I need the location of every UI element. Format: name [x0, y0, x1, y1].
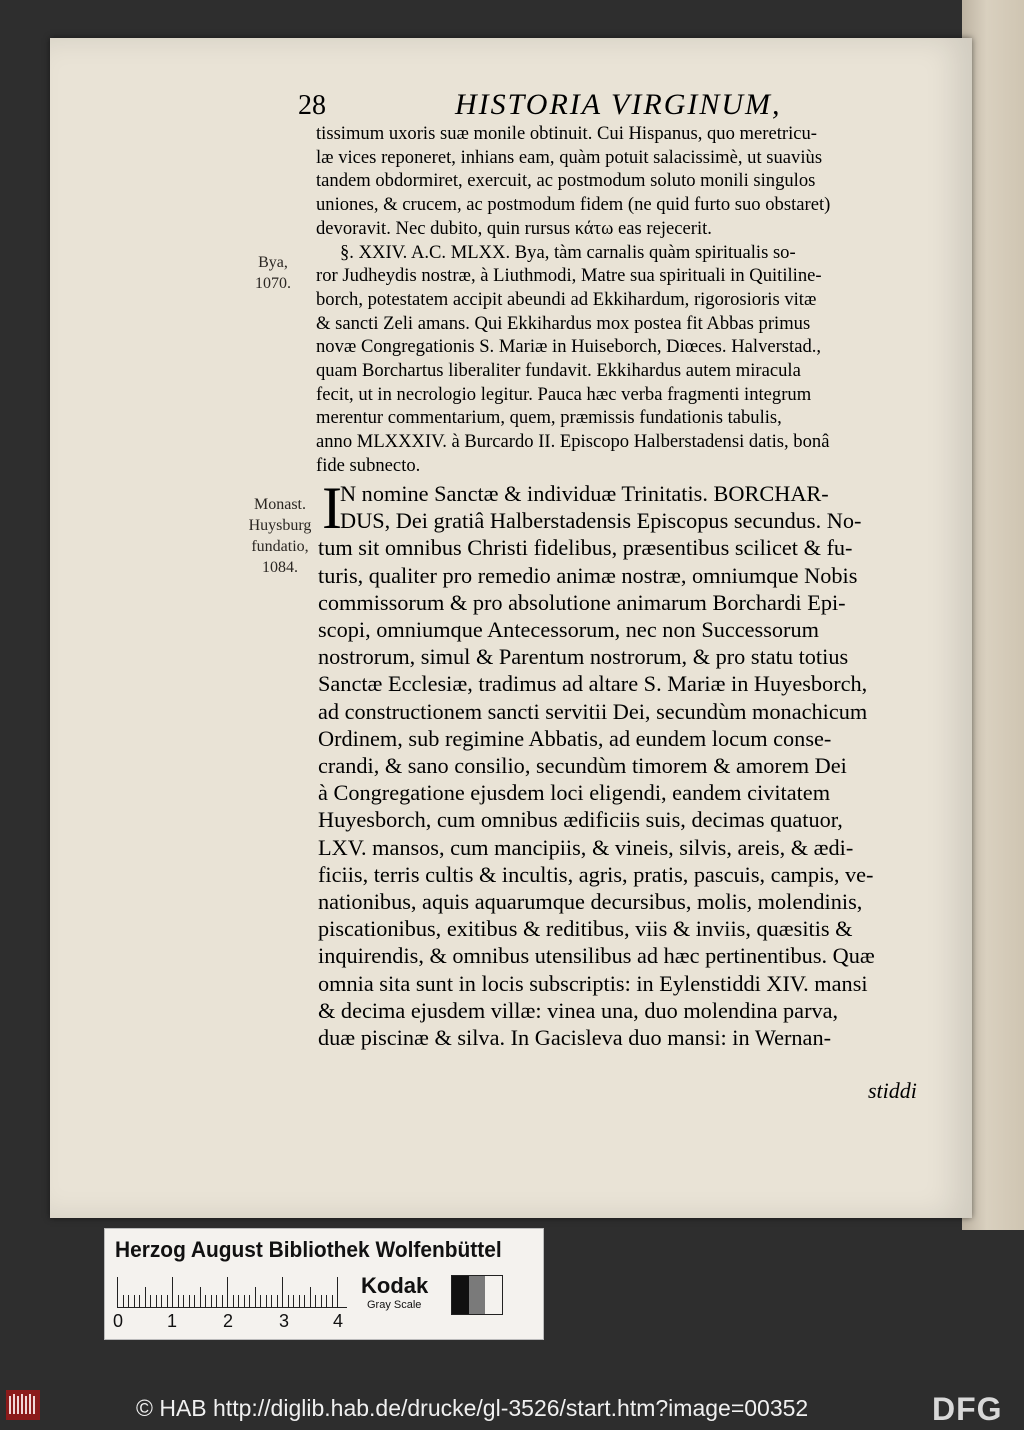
- ruler-tick: [233, 1295, 234, 1307]
- charter-line: LXV. mansos, cum mancipiis, & vineis, silvis, areis, & ædi-: [318, 834, 854, 860]
- ruler-tick: [299, 1295, 300, 1307]
- ruler-tick: [315, 1295, 316, 1307]
- paragraph-line: merentur commentarium, quem, præmissis fundationis tabulis,: [316, 407, 782, 429]
- ruler-tick: [332, 1295, 333, 1307]
- paragraph-line: fide subnecto.: [316, 454, 421, 476]
- charter-line: omnia sita sunt in locis subscriptis: in Eylenstiddi XIV. mansi: [318, 970, 868, 996]
- charter-line: inquirendis, & omnibus utensilibus ad hæc pertinentibus. Quæ: [318, 943, 875, 969]
- ruler-tick: [139, 1295, 140, 1307]
- margin-note-line: Bya,: [258, 254, 288, 271]
- ruler-tick: [337, 1277, 338, 1307]
- margin-note-bya: [244, 252, 302, 294]
- ruler-tick: [123, 1295, 124, 1307]
- ruler-tick: [271, 1295, 272, 1307]
- ruler-tick: [277, 1295, 278, 1307]
- ruler-tick: [293, 1295, 294, 1307]
- charter-line: piscationibus, exitibus & reditibus, viis & inviis, quæsitis &: [318, 916, 853, 942]
- ruler-tick: [227, 1277, 228, 1307]
- ruler-tick: [211, 1295, 212, 1307]
- ruler-tick: [249, 1295, 250, 1307]
- gray-scale-swatches: [451, 1275, 503, 1315]
- paragraph-line: devoravit. Nec dubito, quin rursus κάτω eas rejecerit.: [316, 217, 712, 239]
- ruler-tick: [161, 1295, 162, 1307]
- ruler-tick: [222, 1295, 223, 1307]
- margin-note-line: Monast.: [254, 496, 306, 513]
- charter-line: Ordinem, sub regimine Abbatis, ad eundem locum conse-: [318, 725, 832, 751]
- paragraph-line: fecit, ut in necrologio legitur. Pauca hæc verba fragmenti integrum: [316, 383, 812, 405]
- ruler-tick: [304, 1295, 305, 1307]
- ruler-tick: [145, 1287, 146, 1307]
- ruler-tick: [216, 1295, 217, 1307]
- ruler-tick: [150, 1295, 151, 1307]
- paragraph-line: §. XXIV. A.C. MLXX. Bya, tàm carnalis quàm spiritualis so-: [340, 241, 796, 263]
- dfg-logo: DFG: [932, 1391, 1003, 1427]
- charter-line: Huyesborch, cum omnibus ædificiis suis, decimas quatuor,: [318, 807, 843, 833]
- footer-copyright-link[interactable]: © HAB http://diglib.hab.de/drucke/gl-3526/start.htm?image=00352: [136, 1395, 809, 1421]
- margin-note-line: 1084.: [262, 559, 298, 576]
- paragraph-line: & sancti Zeli amans. Qui Ekkihardus mox postea fit Abbas primus: [316, 312, 811, 334]
- ruler-number: 2: [223, 1311, 234, 1331]
- charter-line: à Congregatione ejusdem loci eligendi, eandem civitatem: [318, 780, 831, 806]
- hab-logo-icon: [6, 1390, 40, 1420]
- catchword: stiddi: [868, 1078, 917, 1103]
- paragraph-line: anno MLXXXIV. à Burcardo II. Episcopo Halberstadensi datis, bonâ: [316, 431, 830, 453]
- ruler-tick: [183, 1295, 184, 1307]
- paragraph-line: uniones, & crucem, ac postmodum fidem (ne quid furto suo obstaret): [316, 194, 831, 216]
- ruler-tick: [310, 1287, 311, 1307]
- ruler-tick: [167, 1295, 168, 1307]
- margin-note-monastery: [240, 494, 320, 578]
- margin-note-line: fundatio,: [251, 538, 309, 555]
- charter-line: N nomine Sanctæ & individuæ Trinitatis. BORCHAR-: [340, 481, 829, 506]
- ruler-number: 3: [279, 1311, 290, 1331]
- ruler-tick: [244, 1295, 245, 1307]
- paragraph-line: quam Borchartus liberaliter fundavit. Ekkihardus autem miracula: [316, 360, 801, 382]
- ruler-tick: [288, 1295, 289, 1307]
- ruler-tick: [156, 1295, 157, 1307]
- paragraph-line: læ vices reponeret, inhians eam, quàm potuit salacissimè, ut suaviùs: [316, 146, 823, 168]
- charter-line: nostrorum, simul & Parentum nostrorum, & pro statu totius: [318, 644, 849, 670]
- margin-note-line: Huysburg: [248, 517, 312, 534]
- ruler-tick: [178, 1295, 179, 1307]
- ruler-tick: [117, 1277, 118, 1307]
- ruler-tick: [255, 1287, 256, 1307]
- ruler-tick: [172, 1277, 173, 1307]
- drop-cap: I: [322, 475, 342, 541]
- swatch-black: [452, 1276, 469, 1314]
- charter-line: nationibus, aquis aquarumque decursibus, molis, molendinis,: [318, 889, 863, 915]
- ruler-tick: [321, 1295, 322, 1307]
- library-name: Herzog August Bibliothek Wolfenbüttel: [115, 1237, 502, 1262]
- scale-ruler: [117, 1277, 347, 1308]
- ruler-number: 0: [113, 1311, 124, 1331]
- swatch-white: [485, 1276, 502, 1314]
- swatch-gray: [469, 1276, 486, 1314]
- paragraph-line: ror Judheydis nostræ, à Liuthmodi, Matre sua spirituali in Quitiline-: [316, 265, 822, 287]
- ruler-number: 4: [333, 1311, 344, 1331]
- charter-line: duæ piscinæ & silva. In Gacisleva duo mansi: in Wernan-: [318, 1025, 832, 1051]
- ruler-tick: [200, 1287, 201, 1307]
- charter-line: & decima ejusdem villæ: vinea una, duo molendina parva,: [318, 997, 839, 1023]
- ruler-tick: [189, 1295, 190, 1307]
- charter-line: turis, qualiter pro remedio animæ nostræ, omniumque Nobis: [318, 562, 858, 588]
- gray-scale-label: Gray Scale: [367, 1299, 422, 1311]
- paragraph-line: novæ Congregationis S. Mariæ in Huiseborch, Diœces. Halverstad.,: [316, 336, 822, 358]
- charter-line: crandi, & sano consilio, secundùm timorem & amorem Dei: [318, 753, 847, 779]
- paragraph-line: borch, potestatem accipit abeundi ad Ekkihardum, rigorosioris vitæ: [316, 288, 817, 310]
- ruler-tick: [128, 1295, 129, 1307]
- running-title: HISTORIA VIRGINUM,: [455, 88, 782, 121]
- library-color-card: [104, 1228, 544, 1340]
- kodak-brand: Kodak: [361, 1273, 429, 1298]
- ruler-tick: [194, 1295, 195, 1307]
- charter-line: tum sit omnibus Christi fidelibus, præsentibus scilicet & fu-: [318, 535, 853, 561]
- charter-text: [318, 475, 922, 1051]
- ruler-tick: [238, 1295, 239, 1307]
- ruler-tick: [326, 1295, 327, 1307]
- ruler-tick: [282, 1277, 283, 1307]
- ruler-number: 1: [167, 1311, 178, 1331]
- paragraph-line: tandem obdormiret, exercuit, ac postmodum soluto monili singulos: [316, 170, 816, 192]
- charter-line: Sanctæ Ecclesiæ, tradimus ad altare S. Mariæ in Huyesborch,: [318, 671, 868, 697]
- charter-line: DUS, Dei gratiâ Halberstadensis Episcopus secundus. No-: [340, 508, 862, 534]
- ruler-tick: [260, 1295, 261, 1307]
- ruler-tick: [134, 1295, 135, 1307]
- charter-line: scopi, omniumque Antecessorum, nec non Successorum: [318, 617, 819, 643]
- charter-line: ficiis, terris cultis & incultis, agris, pratis, pascuis, campis, ve-: [318, 861, 874, 887]
- ruler-tick: [266, 1295, 267, 1307]
- ruler-tick: [205, 1295, 206, 1307]
- paragraph-text: [316, 122, 914, 478]
- charter-line: ad constructionem sancti servitii Dei, secundùm monachicum: [318, 698, 868, 724]
- paragraph-line: tissimum uxoris suæ monile obtinuit. Cui Hispanus, quo meretricu-: [316, 123, 817, 144]
- margin-note-line: 1070.: [255, 275, 291, 292]
- page-number: 28: [298, 90, 326, 121]
- charter-line: commissorum & pro absolutione animarum Borchardi Epi-: [318, 589, 846, 615]
